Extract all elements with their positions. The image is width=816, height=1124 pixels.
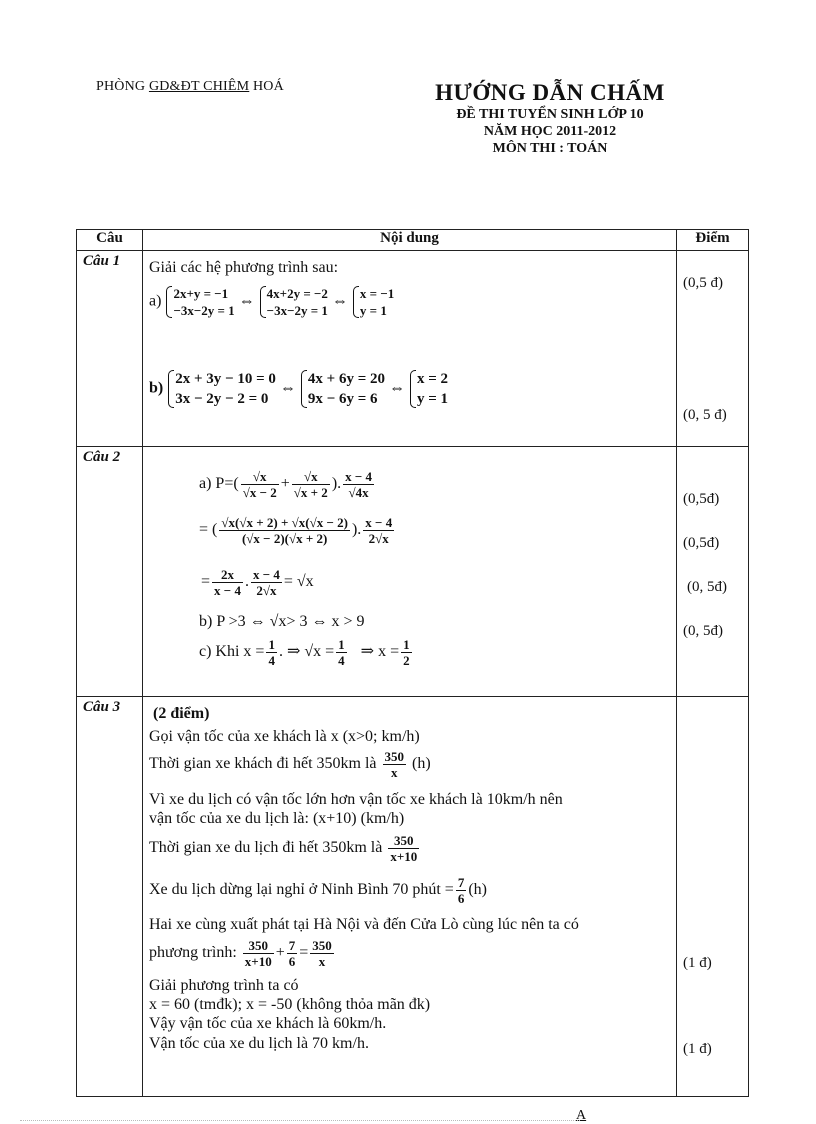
cau2-part-a: a) P=( $\frac{√x}{√x - 2}$ + $\frac{√x}{√x + 2}$ ). $\frac{x - 4}{√4x}$ <box>199 469 373 500</box>
footer-dotted-line <box>20 1120 580 1121</box>
table-row <box>77 251 749 447</box>
question-label: Câu 2 <box>77 447 143 697</box>
score-cell <box>677 447 749 697</box>
table-row <box>77 447 749 697</box>
question-content <box>143 251 677 447</box>
question-content <box>143 697 677 1097</box>
cau3-line: phương trình: $\frac{350}{x+10}$ + $\frac{7}{6}$ = $\frac{350}{x}$ <box>149 938 332 969</box>
col-header-question: Câu <box>77 230 143 251</box>
document-heading <box>400 80 700 157</box>
score: (0,5đ) <box>683 491 720 507</box>
cau3-line: Vậy vận tốc của xe khách là 60km/h. <box>149 1015 387 1032</box>
score: (1 đ) <box>683 1041 712 1057</box>
col-header-content: Nội dung <box>143 230 677 251</box>
cau3-line: Thời gian xe du lịch đi hết 350km là $\frac{350}{x+10}$ <box>149 833 418 864</box>
exam-name: ĐỀ THI TUYỂN SINH LỚP 10 <box>456 107 644 122</box>
table-header-row <box>77 230 749 251</box>
footer-mark: A <box>576 1108 587 1123</box>
score-cell <box>677 697 749 1097</box>
question-content <box>143 447 677 697</box>
subject: MÔN THI : TOÁN <box>492 141 608 156</box>
cau3-line: Vì xe du lịch có vận tốc lớn hơn vận tốc xe khách là 10km/h nên <box>149 791 563 808</box>
cau3-line: Gọi vận tốc của xe khách là x (x>0; km/h) <box>149 728 420 745</box>
score: (0, 5đ) <box>683 623 723 639</box>
school-year: NĂM HỌC 2011-2012 <box>483 124 617 139</box>
cau2-step-3: = $\frac{2x}{x - 4}$ . $\frac{x - 4}{2√x}$ = √x <box>201 567 314 598</box>
question-label: Câu 3 <box>77 697 143 1097</box>
document-title: HƯỚNG DẪN CHẤM <box>435 80 665 105</box>
school-office-label: PHÒNG GD&ĐT CHIÊM HOÁ <box>96 79 284 94</box>
cau3-line: Thời gian xe khách đi hết 350km là $\frac{350}{x}$ (h) <box>149 749 431 780</box>
cau2-part-c: c) Khi x = $\frac{1}{4}$ . ⇒ √x = $\frac{1}{4}$ ⇒ x = $\frac{1}{2}$ <box>199 637 410 668</box>
grading-table <box>76 229 749 1097</box>
cau2-step-2: = ( $\frac{√x(√x + 2) + √x(√x - 2)}{(√x - 2)(√x + 2)}$ ). $\frac{x - 4}{2√x}$ <box>199 515 393 546</box>
cau2-part-b: b) P >3 ⇔ √x> 3 ⇔ x > 9 <box>199 613 365 630</box>
cau3-line: x = 60 (tmđk); x = -50 (không thỏa mãn đk) <box>149 996 431 1013</box>
col-header-score: Điểm <box>677 230 749 251</box>
cau3-line: Hai xe cùng xuất phát tại Hà Nội và đến Cửa Lò cùng lúc nên ta có <box>149 916 579 933</box>
score: (1 đ) <box>683 955 712 971</box>
score: (0,5đ) <box>683 535 720 551</box>
cau3-line: vận tốc của xe du lịch là: (x+10) (km/h) <box>149 810 405 827</box>
cau3-line: Giải phương trình ta có <box>149 977 299 994</box>
cau1-part-b: b) 2x + 3y − 10 = 0 3x − 2y − 2 = 0 ⇔ 4x + 6y = 20 9x − 6y = 6 ⇔ x = 2 y = 1 <box>149 371 449 407</box>
score: (0, 5đ) <box>687 579 727 595</box>
cau1-intro: Giải các hệ phương trình sau: <box>149 259 339 276</box>
cau3-line: Xe du lịch dừng lại nghỉ ở Ninh Bình 70 phút = $\frac{7}{6}$ (h) <box>149 875 487 906</box>
cau3-line: Vận tốc của xe du lịch là 70 km/h. <box>149 1035 369 1052</box>
score-cell <box>677 251 749 447</box>
cau3-points: (2 điểm) <box>153 705 210 722</box>
cau1-part-a: a) 2x+y = −1 −3x−2y = 1 ⇔ 4x+2y = −2 −3x−2y = 1 ⇔ x = −1 y = 1 <box>149 286 395 318</box>
score: (0, 5 đ) <box>683 407 727 423</box>
score: (0,5 đ) <box>683 275 723 291</box>
question-label: Câu 1 <box>77 251 143 447</box>
table-row <box>77 697 749 1097</box>
